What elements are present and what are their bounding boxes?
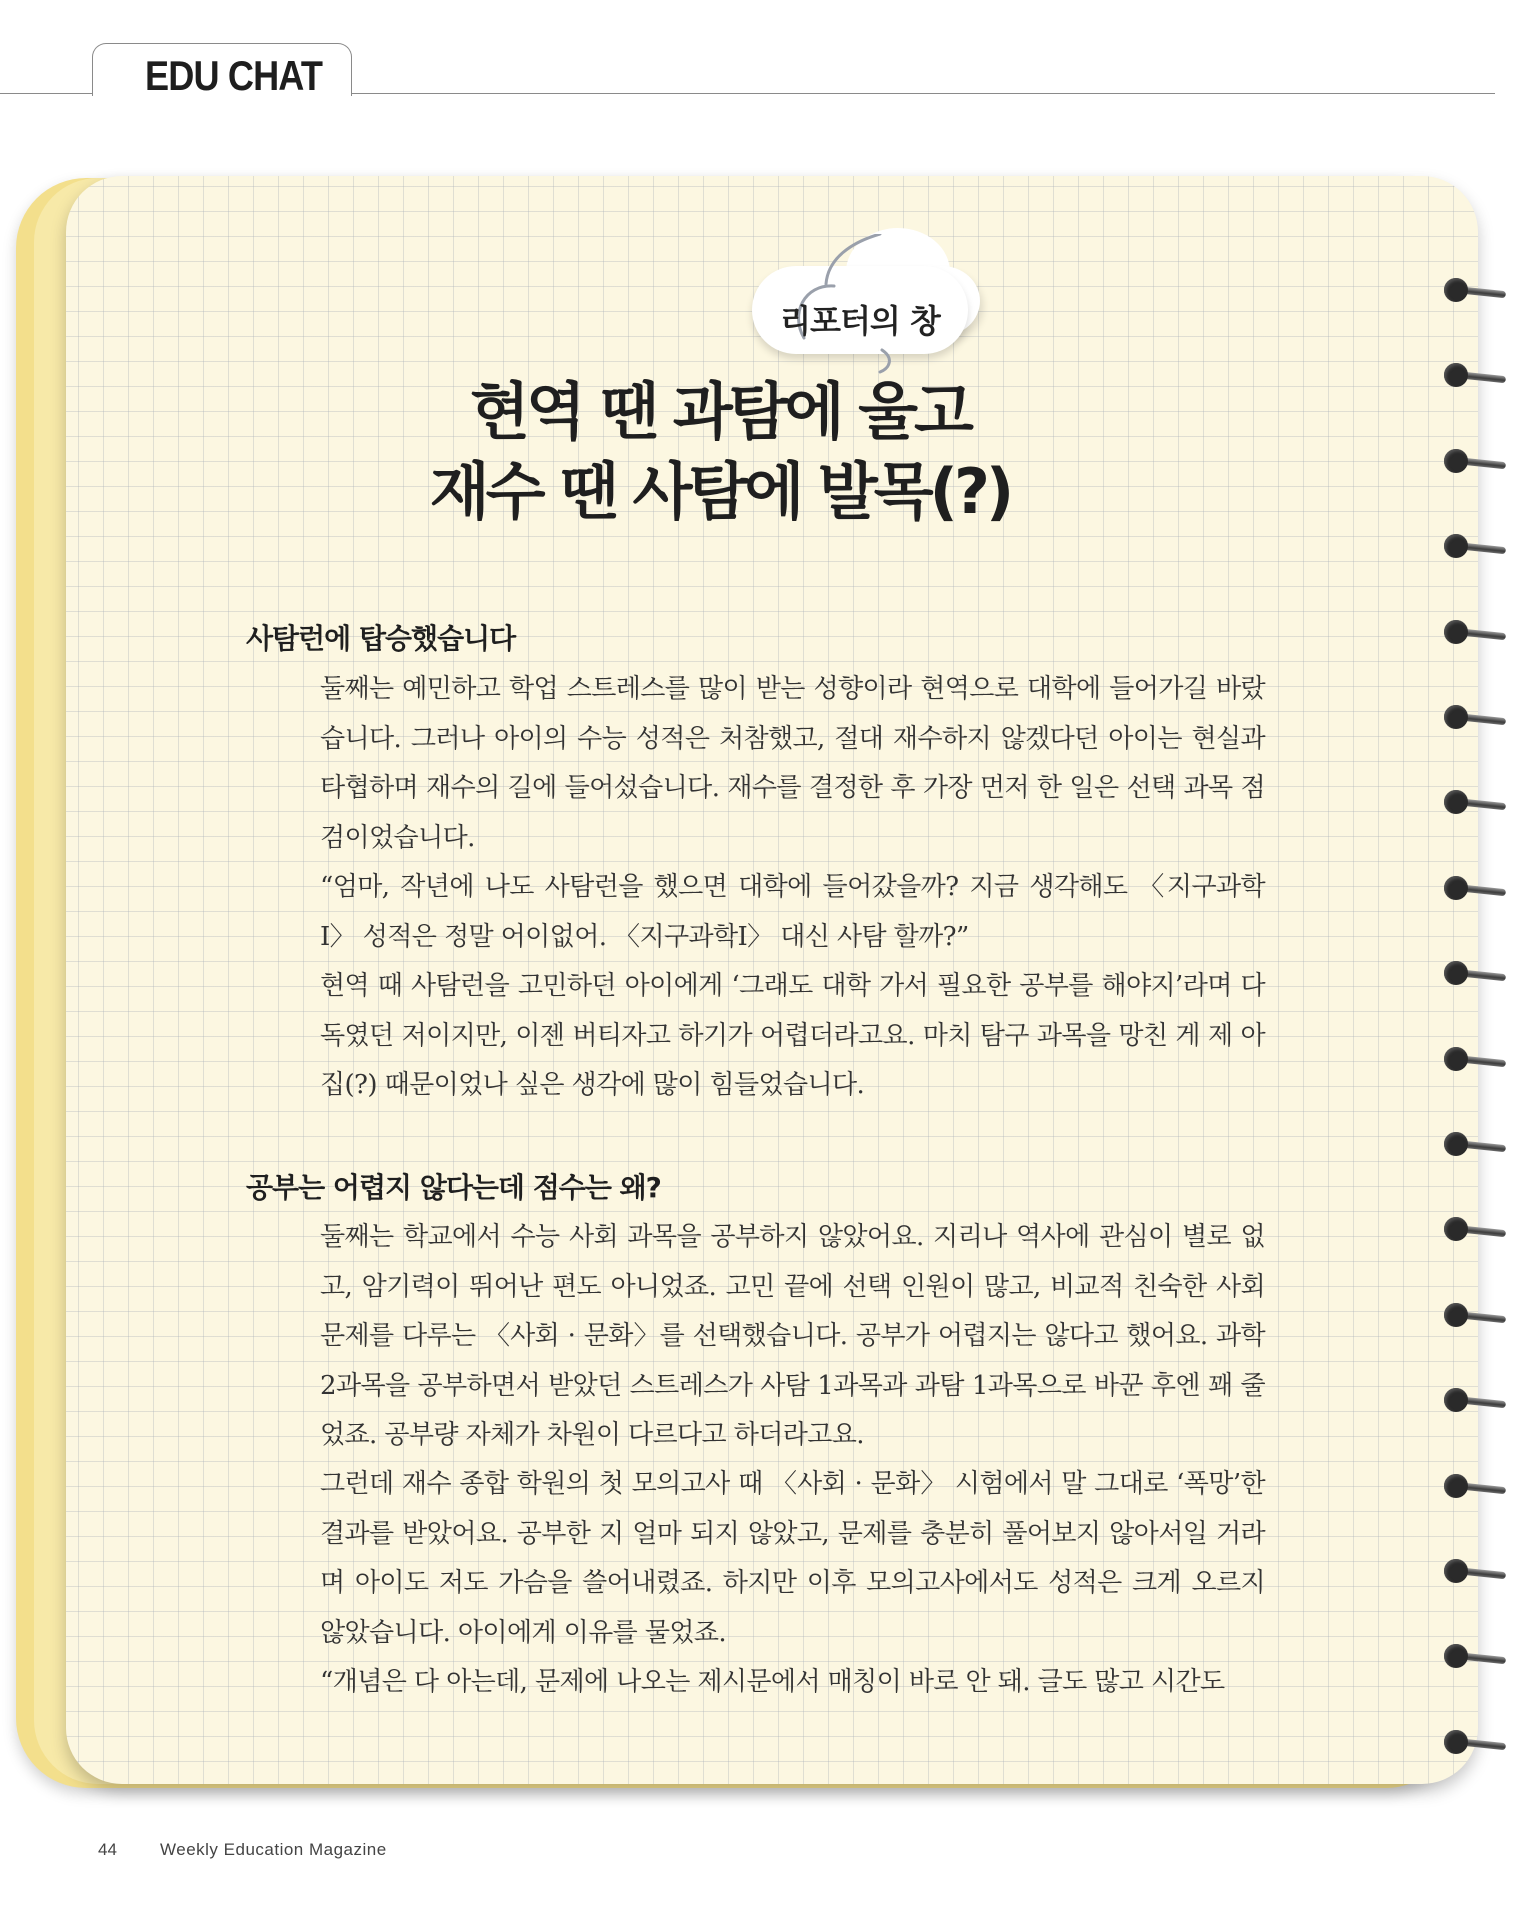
spiral-ring <box>1444 876 1506 898</box>
ring-hole <box>1444 705 1468 729</box>
ring-hole <box>1444 534 1468 558</box>
ring-hole <box>1444 876 1468 900</box>
ring-hole <box>1444 1217 1468 1241</box>
body-paragraph: 둘째는 학교에서 수능 사회 과목을 공부하지 않았어요. 지리나 역사에 관심이 별로 없고, 암기력이 뛰어난 편도 아니었죠. 고민 끝에 선택 인원이 많고, 비교적 친숙한 사회 문제를 다루는 〈사회 · 문화〉를 선택했습니다. 공부가 어렵지는 않다고 했어요. 과학 2과목을 공부하면서 받았던 스트레스가 사탐 1과목과 과탐 1과목으로 바꾼 후엔 꽤 줄었죠. 공부량 자체가 차원이 다르다고 하더라고요. <box>320 1222 1265 1450</box>
spiral-ring <box>1444 1303 1506 1325</box>
spiral-ring <box>1444 961 1506 983</box>
spiral-ring <box>1444 620 1506 642</box>
magazine-name: Weekly Education Magazine <box>160 1840 387 1859</box>
ring-hole <box>1444 790 1468 814</box>
ring-hole <box>1444 961 1468 985</box>
section-heading: 공부는 어렵지 않다는데 점수는 왜? <box>246 1171 661 1204</box>
headline-line: 현역 땐 과탐에 울고 <box>470 375 970 448</box>
ring-hole <box>1444 278 1468 302</box>
ring-hole <box>1444 1132 1468 1156</box>
badge-label: 리포터의 창 <box>780 302 940 340</box>
body-paragraph: 현역 때 사탐런을 고민하던 아이에게 ‘그래도 대학 가서 필요한 공부를 해야지’라며 다독였던 저이지만, 이젠 버티자고 하기가 어렵더라고요. 마치 탐구 과목을 망친 게 제 아집(?) 때문이었나 싶은 생각에 많이 힘들었습니다. <box>320 971 1265 1100</box>
spiral-ring <box>1444 1217 1506 1239</box>
section-heading: 사탐런에 탑승했습니다 <box>246 622 516 655</box>
spiral-ring <box>1444 1644 1506 1666</box>
ring-hole <box>1444 1730 1468 1754</box>
ring-hole <box>1444 1388 1468 1412</box>
body-paragraph: 둘째는 예민하고 학업 스트레스를 많이 받는 성향이라 현역으로 대학에 들어가길 바랐습니다. 그러나 아이의 수능 성적은 처참했고, 절대 재수하지 않겠다던 아이는 현실과 타협하며 재수의 길에 들어섰습니다. 재수를 결정한 후 가장 먼저 한 일은 선택 과목 점검이었습니다. <box>320 674 1265 853</box>
ring-hole <box>1444 1047 1468 1071</box>
ring-hole <box>1444 620 1468 644</box>
spiral-ring <box>1444 1730 1506 1752</box>
ring-hole <box>1444 1644 1468 1668</box>
headline-line: 재수 땐 사탐에 발목(?) <box>429 455 1011 528</box>
spiral-ring <box>1444 534 1506 556</box>
section-title: EDU CHAT <box>145 52 323 99</box>
ring-hole <box>1444 363 1468 387</box>
spiral-ring <box>1444 705 1506 727</box>
body-paragraph: “엄마, 작년에 나도 사탐런을 했으면 대학에 들어갔을까? 지금 생각해도 〈지구과학Ⅰ〉 성적은 정말 어이없어. 〈지구과학Ⅰ〉 대신 사탐 할까?” <box>320 872 1265 952</box>
spiral-ring <box>1444 363 1506 385</box>
body-paragraph: 그런데 재수 종합 학원의 첫 모의고사 때 〈사회 · 문화〉 시험에서 말 그대로 ‘폭망’한 결과를 받았어요. 공부한 지 얼마 되지 않았고, 문제를 충분히 풀어보지 않아서일 거라며 아이도 저도 가슴을 쓸어내렸죠. 하지만 이후 모의고사에서도 성적은 크게 오르지 않았습니다. 아이에게 이유를 물었죠. <box>320 1469 1265 1648</box>
ring-hole <box>1444 1474 1468 1498</box>
spiral-ring <box>1444 1559 1506 1581</box>
spiral-ring <box>1444 1047 1506 1069</box>
article-headline <box>340 372 1100 532</box>
spiral-ring <box>1444 449 1506 471</box>
ring-hole <box>1444 1303 1468 1327</box>
spiral-ring <box>1444 1132 1506 1154</box>
body-paragraph: “개념은 다 아는데, 문제에 나오는 제시문에서 매칭이 바로 안 돼. 글도 많고 시간도 <box>320 1667 1225 1697</box>
spiral-ring <box>1444 1474 1506 1496</box>
spiral-ring <box>1444 1388 1506 1410</box>
spiral-ring <box>1444 790 1506 812</box>
ring-hole <box>1444 449 1468 473</box>
ring-hole <box>1444 1559 1468 1583</box>
spiral-ring <box>1444 278 1506 300</box>
page-number: 44 <box>98 1840 117 1859</box>
